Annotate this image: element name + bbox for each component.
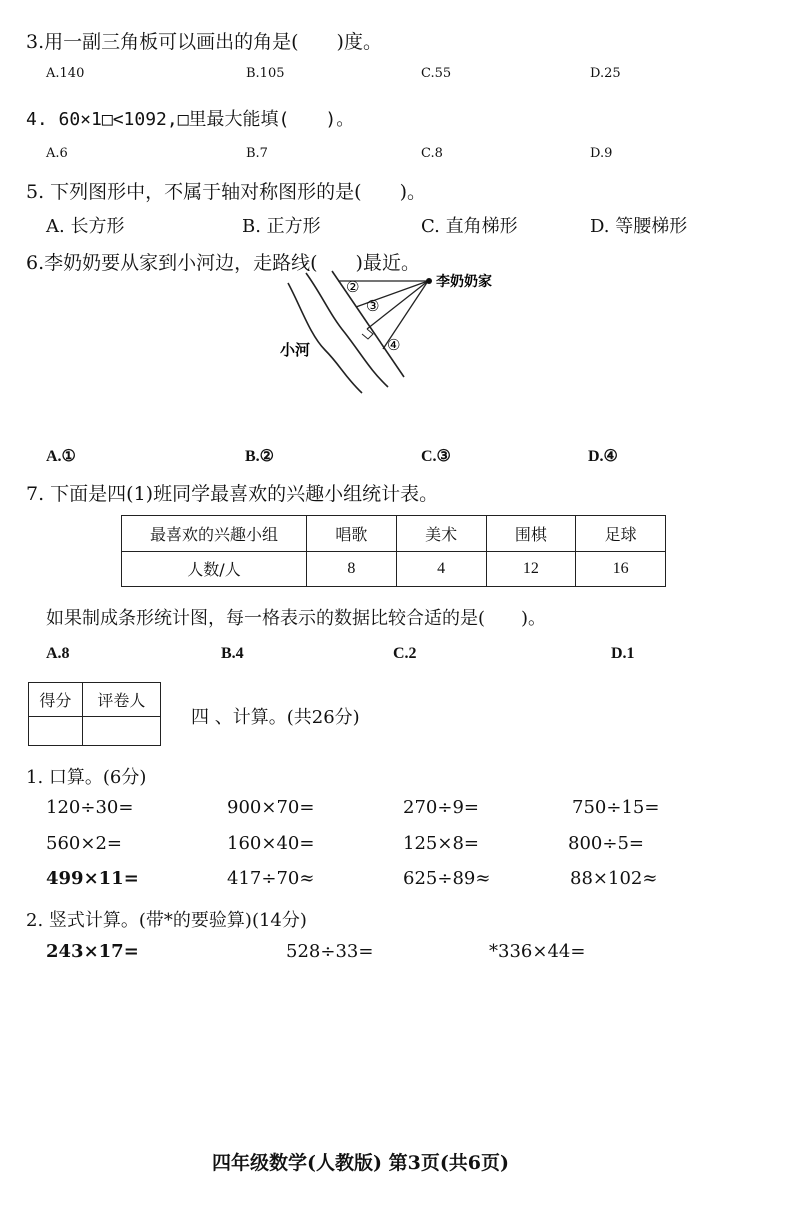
q3-option-d: D.25	[590, 66, 621, 81]
q5-option-d: D. 等腰梯形	[590, 216, 688, 237]
route-label-2: ②	[346, 278, 360, 296]
q7-option-b: B.4	[221, 645, 244, 662]
q3-option-b: B.105	[246, 66, 285, 81]
score-label: 得分	[29, 683, 83, 717]
oral-calc-item: 499×11=	[46, 868, 139, 889]
route-label-4: ④	[387, 336, 401, 354]
oral-calc-item: 560×2=	[46, 833, 122, 854]
q6-option-b: B.②	[245, 448, 275, 465]
q4-option-a: A.6	[46, 146, 68, 161]
section-4-title: 四 、计算。(共26分)	[191, 707, 360, 728]
q6-option-c: C.③	[421, 448, 451, 465]
table-cell: 人数/人	[122, 551, 307, 587]
vertical-calc-item: *336×44=	[489, 941, 586, 962]
oral-calc-item: 125×8=	[403, 833, 479, 854]
q6-text: 6.李奶奶要从家到小河边，走路线( )最近。	[26, 252, 420, 274]
oral-calc-item: 270÷9=	[403, 797, 479, 818]
q6-route-figure	[270, 265, 520, 405]
right-angle-mark	[362, 329, 373, 339]
table-header-cell: 最喜欢的兴趣小组	[122, 516, 307, 552]
page-footer: 四年级数学(人教版) 第3页(共6页)	[212, 1152, 510, 1174]
oral-calc-item: 160×40=	[227, 833, 315, 854]
q7-text: 7. 下面是四(1)班同学最喜欢的兴趣小组统计表。	[26, 483, 439, 505]
q4-text: 4. 60×1□<1092,□里最大能填( )。	[26, 109, 355, 130]
q7-option-d: D.1	[611, 645, 635, 662]
part-2-title: 2. 竖式计算。(带*的要验算)(14分)	[26, 910, 307, 931]
oral-calc-item: 750÷15=	[572, 797, 660, 818]
score-blank[interactable]	[29, 717, 83, 746]
q6-option-d: D.④	[588, 448, 618, 465]
q4-option-c: C.8	[421, 146, 443, 161]
q6-option-a: A.①	[46, 448, 76, 465]
route-label-3: ③	[366, 297, 380, 315]
table-cell: 8	[307, 551, 397, 587]
oral-calc-item: 900×70=	[227, 797, 315, 818]
house-point	[426, 278, 432, 284]
oral-calc-item: 800÷5=	[568, 833, 644, 854]
table-cell: 16	[576, 551, 666, 587]
vertical-calc-item: 243×17=	[46, 941, 139, 962]
river-label: 小河	[280, 341, 311, 359]
q5-option-c: C. 直角梯形	[421, 216, 518, 237]
table-cell: 4	[396, 551, 486, 587]
q5-text: 5. 下列图形中，不属于轴对称图形的是( )。	[26, 181, 426, 203]
table-header-cell: 唱歌	[307, 516, 397, 552]
table-header-cell: 足球	[576, 516, 666, 552]
q5-option-a: A. 长方形	[46, 216, 125, 237]
q4-option-b: B.7	[246, 146, 268, 161]
oral-calc-item: 625÷89≈	[403, 868, 491, 889]
q3-text: 3.用一副三角板可以画出的角是( )度。	[26, 31, 382, 53]
q5-option-b: B. 正方形	[242, 216, 321, 237]
q4-option-d: D.9	[590, 146, 613, 161]
grader-blank[interactable]	[82, 717, 160, 746]
table-header-cell: 美术	[396, 516, 486, 552]
table-header-row	[122, 516, 666, 552]
q3-option-c: C.55	[421, 66, 452, 81]
house-label: 李奶奶家	[436, 274, 492, 290]
q7-option-a: A.8	[46, 645, 70, 662]
q7-option-c: C.2	[393, 645, 417, 662]
score-box	[28, 682, 161, 746]
table-row	[122, 551, 666, 587]
vertical-calc-item: 528÷33=	[286, 941, 374, 962]
oral-calc-item: 120÷30=	[46, 797, 134, 818]
interest-group-table	[121, 515, 666, 587]
q3-option-a: A.140	[46, 66, 85, 81]
oral-calc-item: 88×102≈	[570, 868, 658, 889]
q7-follow-text: 如果制成条形统计图，每一格表示的数据比较合适的是( )。	[46, 608, 547, 629]
river-edge-line	[332, 271, 404, 377]
grader-label: 评卷人	[82, 683, 160, 717]
part-1-title: 1. 口算。(6分)	[26, 767, 147, 788]
table-cell: 12	[486, 551, 576, 587]
oral-calc-item: 417÷70≈	[227, 868, 315, 889]
table-header-cell: 围棋	[486, 516, 576, 552]
